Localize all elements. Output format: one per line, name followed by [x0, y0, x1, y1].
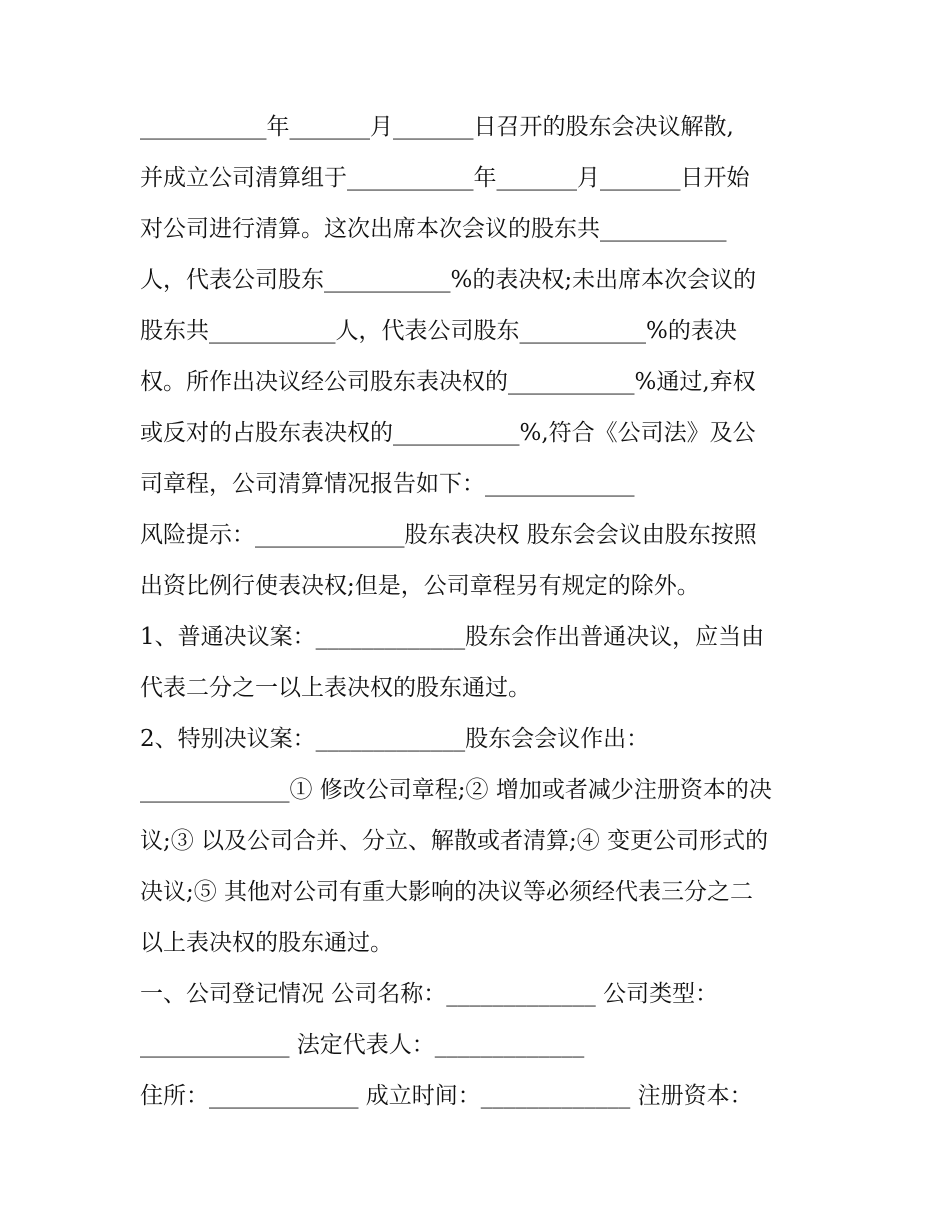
text-line: 代表二分之一以上表决权的股东通过。 [140, 675, 531, 701]
text-line: 或反对的占股东表决权的___________%,符合《公司法》及公 [140, 420, 756, 446]
text-line: 2、特别决议案：_____________股东会会议作出： [140, 726, 650, 752]
text-line: 风险提示：_____________股东表决权 股东会会议由股东按照 [140, 522, 757, 548]
text-line: 以上表决权的股东通过。 [140, 930, 393, 956]
text-line: 议;③ 以及公司合并、分立、解散或者清算;④ 变更公司形式的 [140, 828, 769, 854]
text-line: ___________年_______月_______日召开的股东会决议解散, [140, 114, 734, 140]
text-line: 司章程，公司清算情况报告如下：_____________ [140, 471, 635, 497]
text-line: 对公司进行清算。这次出席本次会议的股东共___________ [140, 216, 727, 242]
text-line: 股东共___________人，代表公司股东___________%的表决 [140, 318, 737, 344]
text-line: 出资比例行使表决权;但是，公司章程另有规定的除外。 [140, 573, 700, 599]
text-line: _____________① 修改公司章程;② 增加或者减少注册资本的决 [140, 777, 772, 803]
text-line: 一、公司登记情况 公司名称：_____________ 公司类型： [140, 981, 719, 1007]
text-line: _____________ 法定代表人：_____________ [140, 1032, 585, 1058]
document-page [140, 102, 812, 1122]
text-line: 人，代表公司股东___________%的表决权;未出席本次会议的 [140, 267, 757, 293]
text-line: 并成立公司清算组于___________年_______月_______日开始 [140, 165, 750, 191]
text-line: 决议;⑤ 其他对公司有重大影响的决议等必须经代表三分之二 [140, 879, 754, 905]
text-line: 权。所作出决议经公司股东表决权的___________%通过,弃权 [140, 369, 756, 395]
text-line: 住所：_____________ 成立时间：_____________ 注册资本： [140, 1083, 753, 1109]
text-line: 1、普通决议案：_____________股东会作出普通决议，应当由 [140, 624, 765, 650]
